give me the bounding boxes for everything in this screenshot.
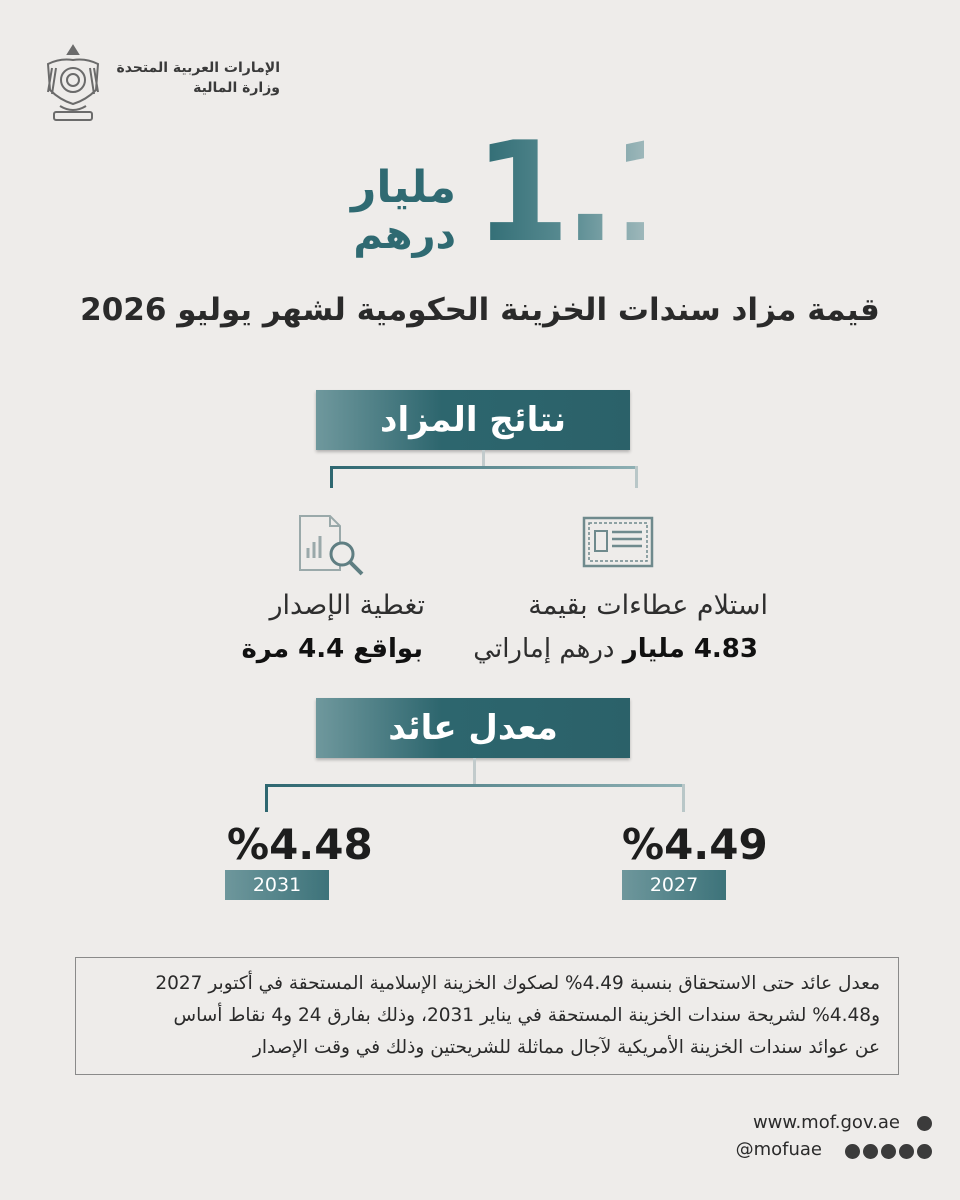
amount-unit-line2: درهم bbox=[353, 212, 456, 258]
amount-unit-line1: مليار bbox=[350, 162, 456, 213]
yield-title-bar: معدل عائد bbox=[316, 698, 630, 758]
yield-pct-2031: %4.48 bbox=[227, 820, 373, 869]
instagram-icon[interactable] bbox=[845, 1144, 860, 1159]
org-line2: وزارة المالية bbox=[193, 80, 280, 96]
coverage-value-bold: بواقع 4.4 مرة bbox=[241, 634, 423, 664]
org-line1: الإمارات العربية المتحدة bbox=[116, 60, 280, 76]
yield-tick-left bbox=[265, 784, 268, 812]
page-subtitle: قيمة مزاد سندات الخزينة الحكومية لشهر يوليو 2026 bbox=[80, 292, 880, 328]
bids-desc: استلام عطاءات بقيمة bbox=[528, 590, 768, 621]
bids-value-bold: 4.83 مليار bbox=[622, 634, 758, 664]
note-line-3: عن عوائد سندات الخزينة الأمريكية لآجال مماثلة للشريحتين وذلك في وقت الإصدار bbox=[252, 1037, 880, 1058]
linkedin-icon[interactable] bbox=[899, 1144, 914, 1159]
yield-connector-vertical bbox=[473, 758, 476, 786]
youtube-icon[interactable] bbox=[881, 1144, 896, 1159]
results-title-bar: نتائج المزاد bbox=[316, 390, 630, 450]
ministry-name bbox=[116, 58, 280, 98]
x-icon[interactable] bbox=[863, 1144, 878, 1159]
connector-tick-left bbox=[330, 466, 333, 488]
emblem-logo bbox=[40, 42, 106, 124]
auction-amount: 1.1 bbox=[474, 112, 701, 273]
yield-connector-horizontal bbox=[265, 784, 685, 787]
yield-year-2027: 2027 bbox=[622, 870, 726, 900]
bids-value-unit: درهم إماراتي bbox=[473, 634, 615, 664]
document-search-icon bbox=[294, 512, 368, 578]
yield-year-2031: 2031 bbox=[225, 870, 329, 900]
coverage-value bbox=[241, 634, 423, 664]
bids-value bbox=[473, 634, 758, 664]
facebook-icon[interactable] bbox=[917, 1144, 932, 1159]
social-handle[interactable]: @mofuae bbox=[735, 1139, 822, 1160]
note-box bbox=[75, 957, 899, 1075]
note-line-1: معدل عائد حتى الاستحقاق بنسبة 4.49% لصكوك الخزينة الإسلامية المستحقة في أكتوبر 2027 bbox=[155, 973, 880, 994]
connector-horizontal bbox=[330, 466, 638, 469]
globe-icon bbox=[917, 1116, 932, 1135]
website-link[interactable]: www.mof.gov.ae bbox=[752, 1112, 900, 1133]
coverage-desc: تغطية الإصدار bbox=[269, 590, 425, 621]
certificate-icon bbox=[582, 514, 654, 570]
connector-tick-right bbox=[635, 466, 638, 488]
note-line-2: و4.48% لشريحة سندات الخزينة المستحقة في يناير 2031، وذلك بفارق 24 و4 نقاط أساس bbox=[173, 1005, 880, 1026]
yield-pct-2027: %4.49 bbox=[622, 820, 768, 869]
yield-tick-right bbox=[682, 784, 685, 812]
social-icons bbox=[845, 1144, 932, 1159]
